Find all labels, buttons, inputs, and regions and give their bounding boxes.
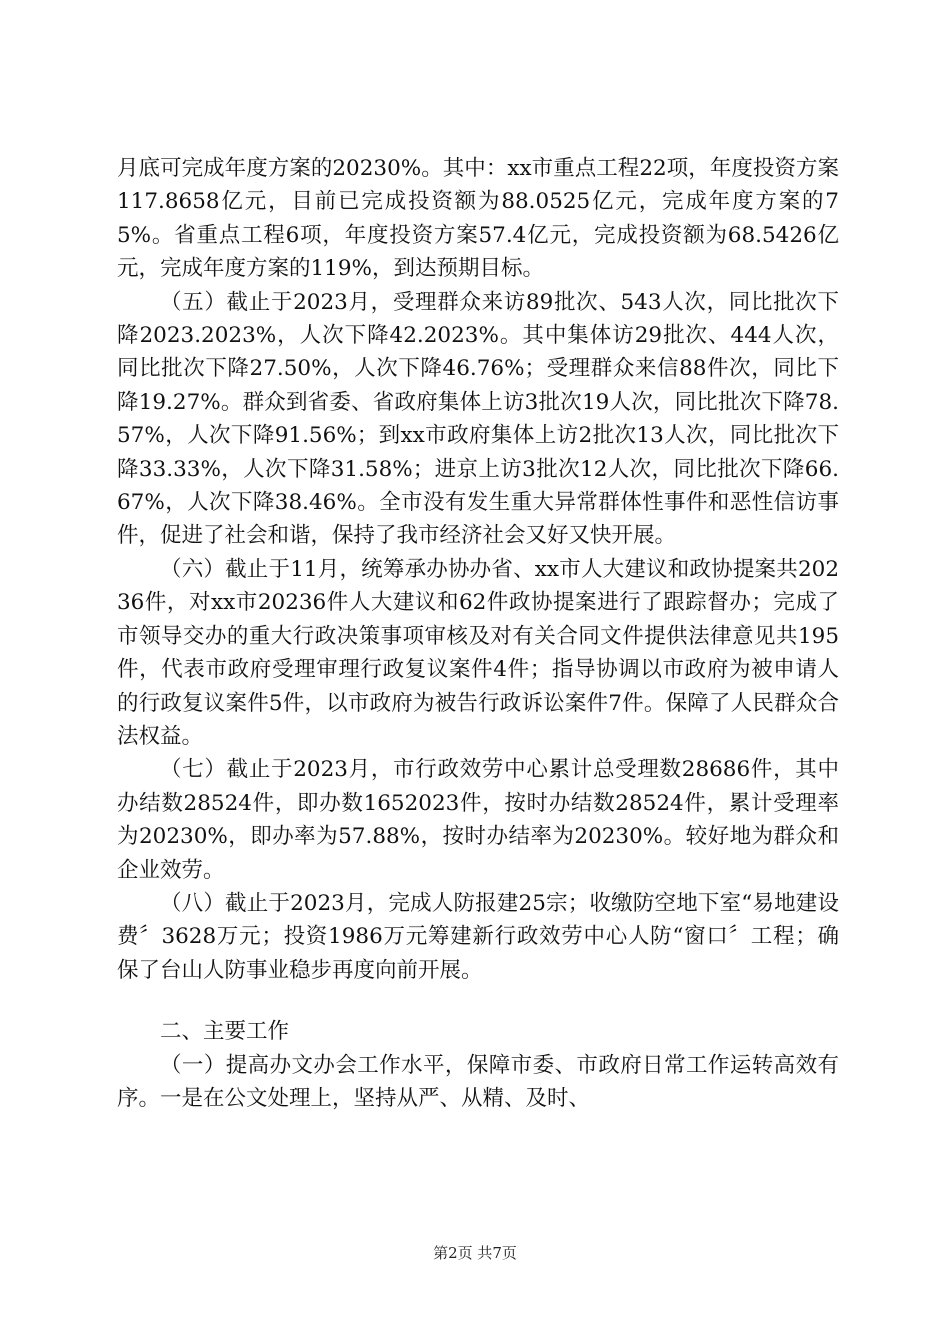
paragraph-petitions: （五）截止于2023月，受理群众来访89批次、543人次，同比批次下降2023.2023%，人次下降42.2023%。其中集体访29批次、444人次，同比批次下降27.50%，人次下降46.76%；受理群众来信88件次，同比下降19.27%。群众到省委、省政府集体上访3批次19人次，同比批次下降78.57%，人次下降91.56%；到xx市政府集体上访2批次13人次，同比批次下降33.33%，人次下降31.58%；进京上访3批次12人次，同比批次下降66.67%，人次下降38.46%。全市没有发生重大异常群体性事件和恶性信访事件，促进了社会和谐，保持了我市经济社会又好又快开展。 [117,289,839,549]
document-body [117,152,839,1115]
paragraph-service-center: （七）截止于2023月，市行政效劳中心累计总受理数28686件，其中办结数28524件，即办数1652023件，按时办结数28524件，累计受理率为20230%，即办率为57.88%，按时办结率为20230%。较好地为群众和企业效劳。 [117,757,839,883]
page-number-footer: 第2页 共7页 [433,1244,517,1262]
paragraph-proposals: （六）截止于11月，统筹承办协办省、xx市人大建议和政协提案共20236件，对xx市20236件人大建议和62件政协提案进行了跟踪督办；完成了市领导交办的重大行政决策事项审核及对有关合同文件提供法律意见共195件，代表市政府受理审理行政复议案件4件；指导协调以市政府为被申请人的行政复议案件5件，以市政府为被告行政诉讼案件7件。保障了人民群众合法权益。 [117,556,839,749]
paragraph-investment-summary: 月底可完成年度方案的20230%。其中：xx市重点工程22项，年度投资方案117.8658亿元，目前已完成投资额为88.0525亿元，完成年度方案的75%。省重点工程6项，年度投资方案57.4亿元，完成投资额为68.5426亿元，完成年度方案的119%，到达预期目标。 [117,156,839,282]
section-spacer [117,987,839,1015]
paragraph-office-work: （一）提高办文办会工作水平，保障市委、市政府日常工作运转高效有序。一是在公文处理上，坚持从严、从精、及时、 [117,1052,839,1111]
section-heading-main-work: 二、主要工作 [160,1019,290,1045]
paragraph-civil-defense: （八）截止于2023月，完成人防报建25宗；收缴防空地下室“易地建设费〞3628万元；投资1986万元筹建新行政效劳中心人防“窗口〞工程；确保了台山人防事业稳步再度向前开展。 [117,890,839,983]
